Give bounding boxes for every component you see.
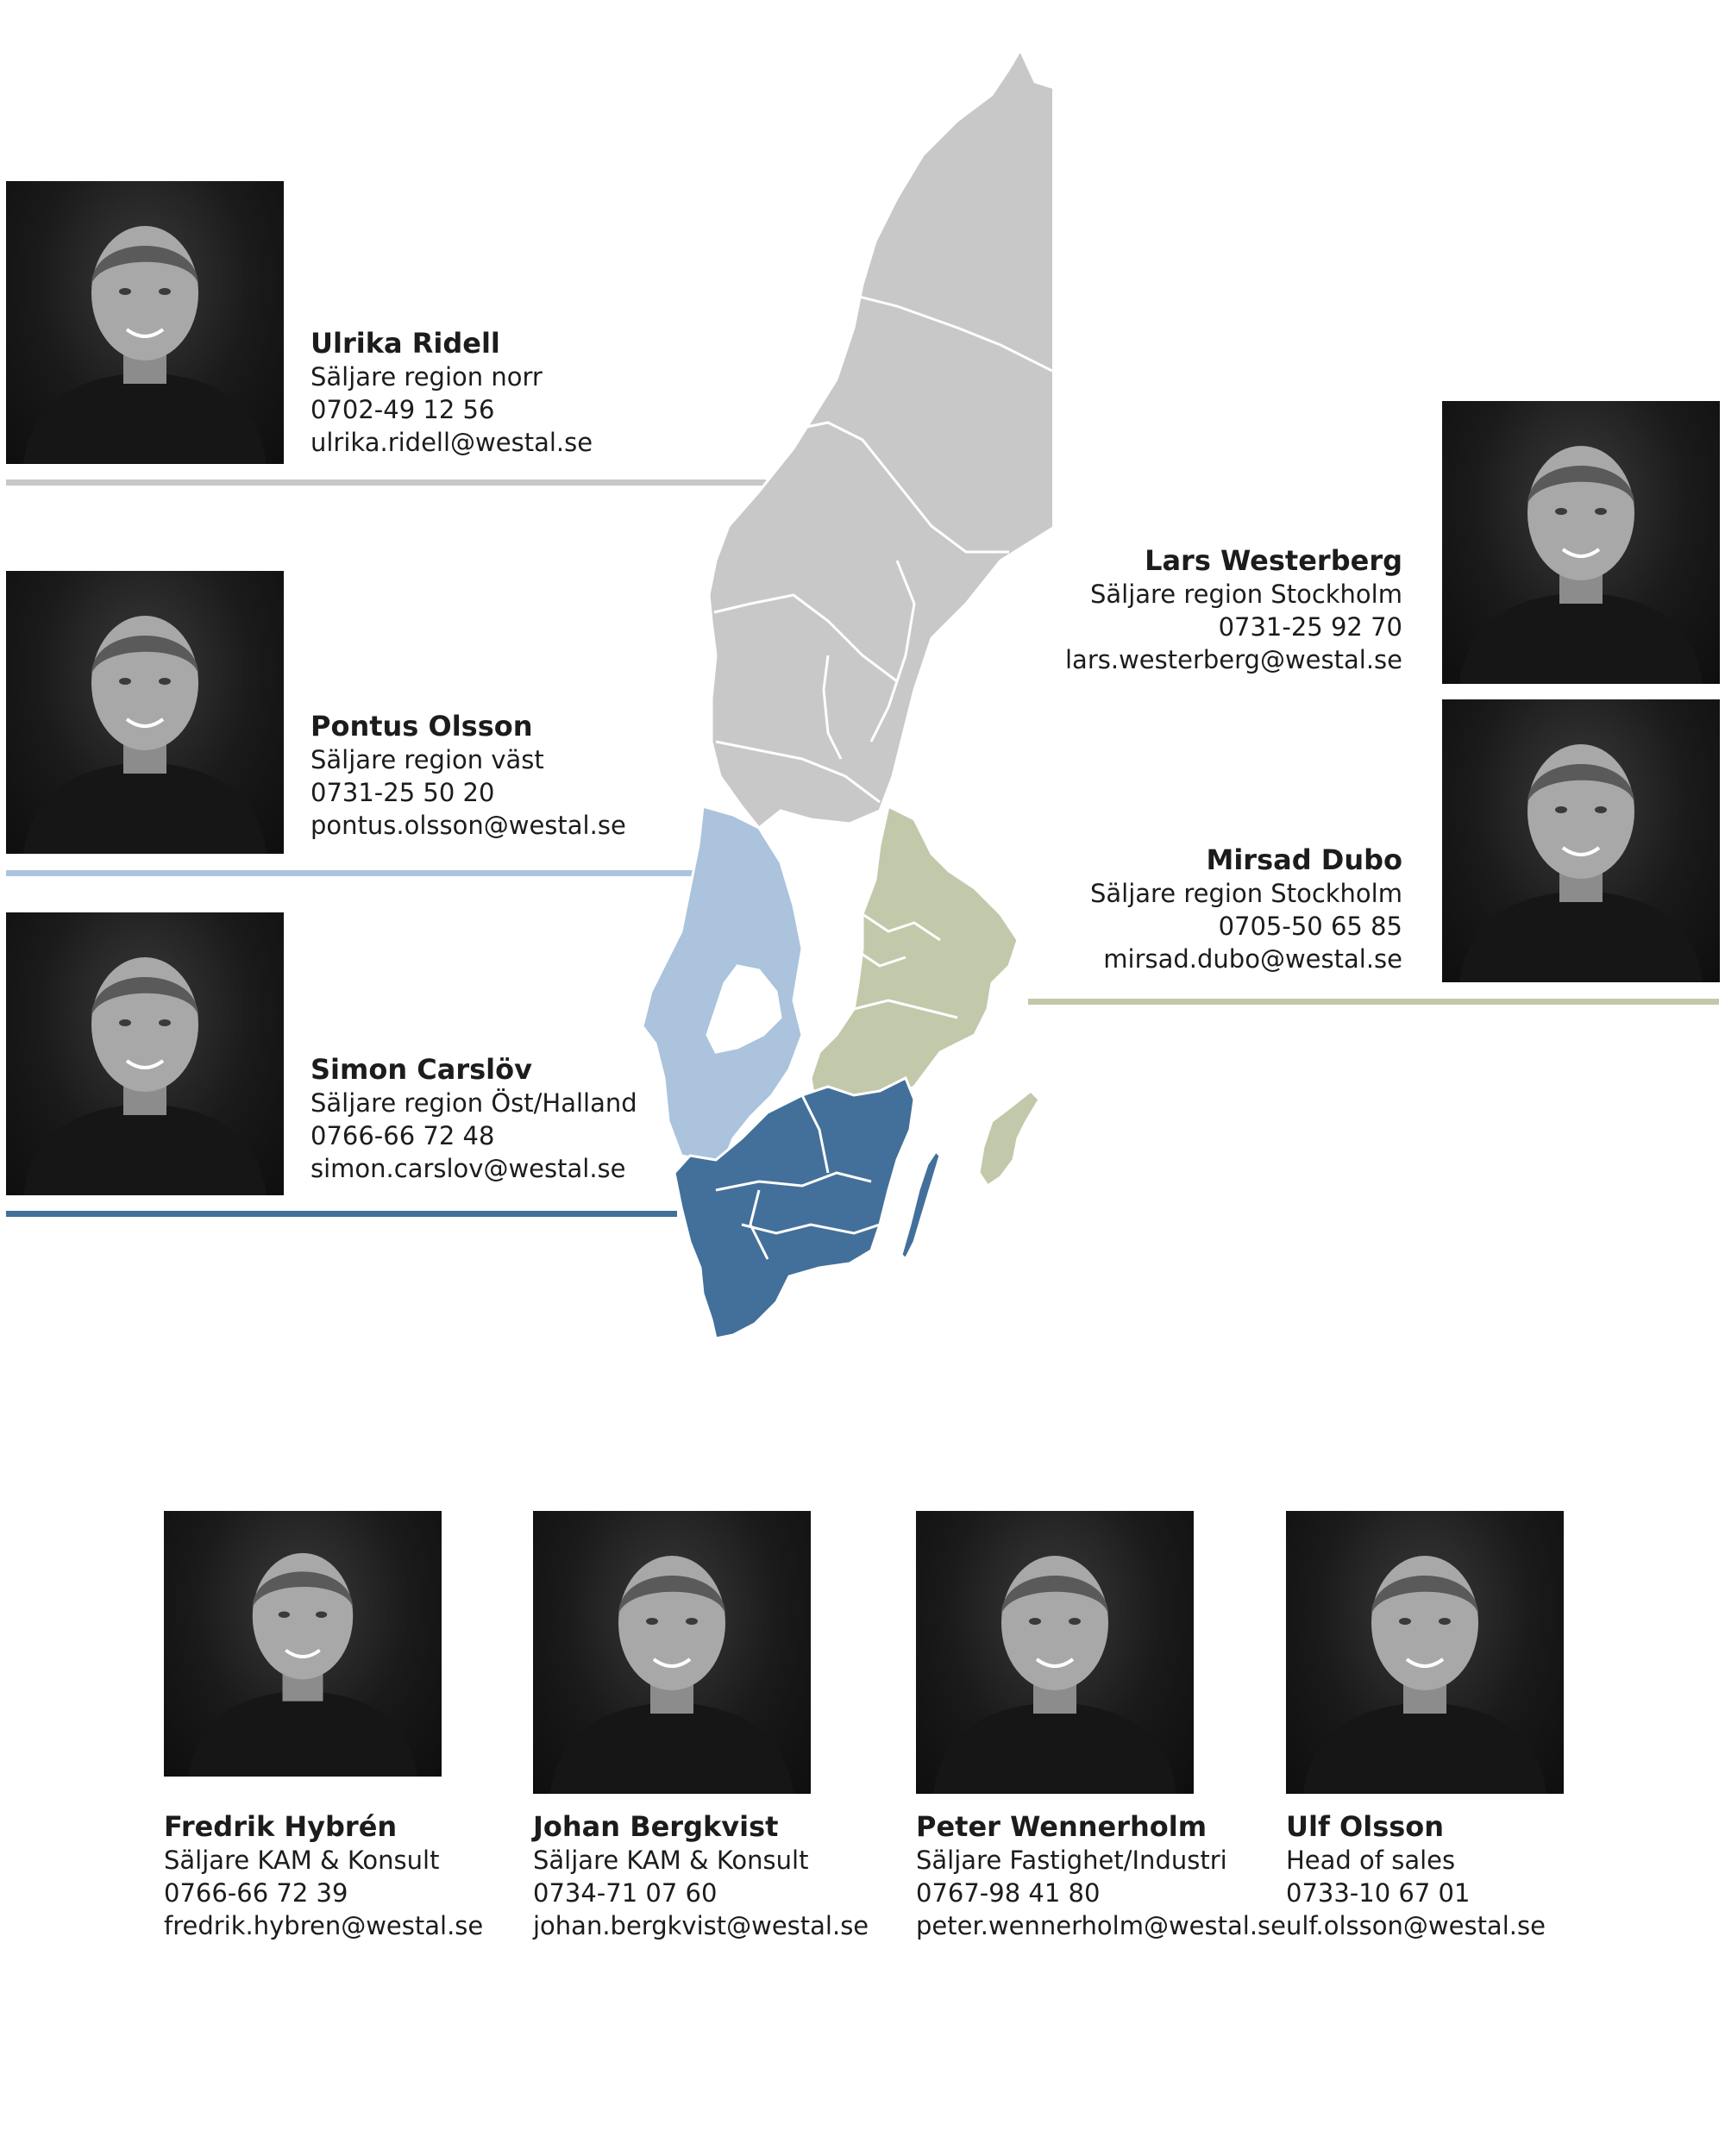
contact-title: Head of sales	[1286, 1846, 1456, 1875]
pontus-olsson-photo	[6, 571, 284, 854]
contact-phone[interactable]: 0766-66 72 39	[164, 1878, 348, 1908]
contact-title: Säljare KAM & Konsult	[164, 1846, 440, 1875]
contact-email[interactable]: ulrika.ridell@westal.se	[310, 428, 593, 457]
contact-title: Säljare region norr	[310, 362, 543, 392]
contact-title: Säljare region Stockholm	[1089, 580, 1402, 609]
contact-email[interactable]: fredrik.hybren@westal.se	[164, 1911, 484, 1940]
contact-title: Säljare region Stockholm	[1089, 879, 1402, 908]
contact-name: Lars Westerberg	[1145, 544, 1402, 577]
sweden-sales-regions-map	[638, 43, 1052, 1345]
contact-name: Peter Wennerholm	[916, 1810, 1208, 1843]
map-region-north	[709, 50, 1052, 828]
team-member-photo	[533, 1511, 811, 1794]
contact-phone[interactable]: 0702-49 12 56	[310, 395, 495, 424]
mirsad-dubo-contact	[1090, 843, 1402, 975]
contact-phone[interactable]: 0734-71 07 60	[533, 1878, 718, 1908]
south-region-divider	[6, 1211, 677, 1217]
team-member-contact	[1286, 1809, 1546, 1942]
map-region-oland	[901, 1151, 940, 1259]
contact-email[interactable]: johan.bergkvist@westal.se	[533, 1911, 869, 1940]
ulrika-ridell-photo	[6, 181, 284, 464]
contact-name: Ulrika Ridell	[310, 327, 500, 360]
contact-email[interactable]: ulf.olsson@westal.se	[1286, 1911, 1546, 1940]
contact-title: Säljare region väst	[310, 745, 544, 774]
contact-name: Ulf Olsson	[1286, 1810, 1445, 1843]
contact-title: Säljare region Öst/Halland	[310, 1088, 637, 1118]
contact-name: Mirsad Dubo	[1206, 843, 1402, 876]
west-region-divider	[6, 870, 696, 876]
pontus-olsson-contact	[310, 709, 626, 842]
contact-phone[interactable]: 0733-10 67 01	[1286, 1878, 1471, 1908]
lars-westerberg-photo	[1442, 401, 1720, 684]
team-member-photo	[916, 1511, 1194, 1794]
contact-title: Säljare KAM & Konsult	[533, 1846, 809, 1875]
simon-carslov-contact	[310, 1052, 637, 1185]
contact-email[interactable]: peter.wennerholm@westal.se	[916, 1911, 1286, 1940]
contact-name: Pontus Olsson	[310, 710, 533, 743]
simon-carslov-photo	[6, 912, 284, 1195]
contact-phone[interactable]: 0766-66 72 48	[310, 1121, 495, 1150]
contact-name: Fredrik Hybrén	[164, 1810, 398, 1843]
contact-email[interactable]: pontus.olsson@westal.se	[310, 811, 626, 840]
contact-name: Johan Bergkvist	[533, 1810, 779, 1843]
lars-westerberg-contact	[1065, 543, 1402, 676]
contact-phone[interactable]: 0705-50 65 85	[1218, 912, 1402, 941]
mirsad-dubo-photo	[1442, 699, 1720, 982]
contact-phone[interactable]: 0731-25 50 20	[310, 778, 495, 807]
team-member-photo	[1286, 1511, 1564, 1794]
team-member-contact	[533, 1809, 869, 1942]
contact-title: Säljare Fastighet/Industri	[916, 1846, 1227, 1875]
team-member-contact	[916, 1809, 1286, 1942]
stockholm-region-divider	[1028, 999, 1719, 1005]
team-member-photo	[164, 1511, 442, 1777]
contact-email[interactable]: simon.carslov@westal.se	[310, 1154, 626, 1183]
contact-phone[interactable]: 0731-25 92 70	[1218, 612, 1402, 642]
contact-name: Simon Carslöv	[310, 1053, 532, 1086]
contact-email[interactable]: mirsad.dubo@westal.se	[1103, 944, 1402, 974]
ulrika-ridell-contact	[310, 326, 593, 459]
map-region-gotland	[979, 1091, 1039, 1186]
map-region-stockholm	[811, 806, 1018, 1112]
contact-email[interactable]: lars.westerberg@westal.se	[1065, 645, 1402, 674]
team-member-contact	[164, 1809, 483, 1942]
contact-phone[interactable]: 0767-98 41 80	[916, 1878, 1101, 1908]
